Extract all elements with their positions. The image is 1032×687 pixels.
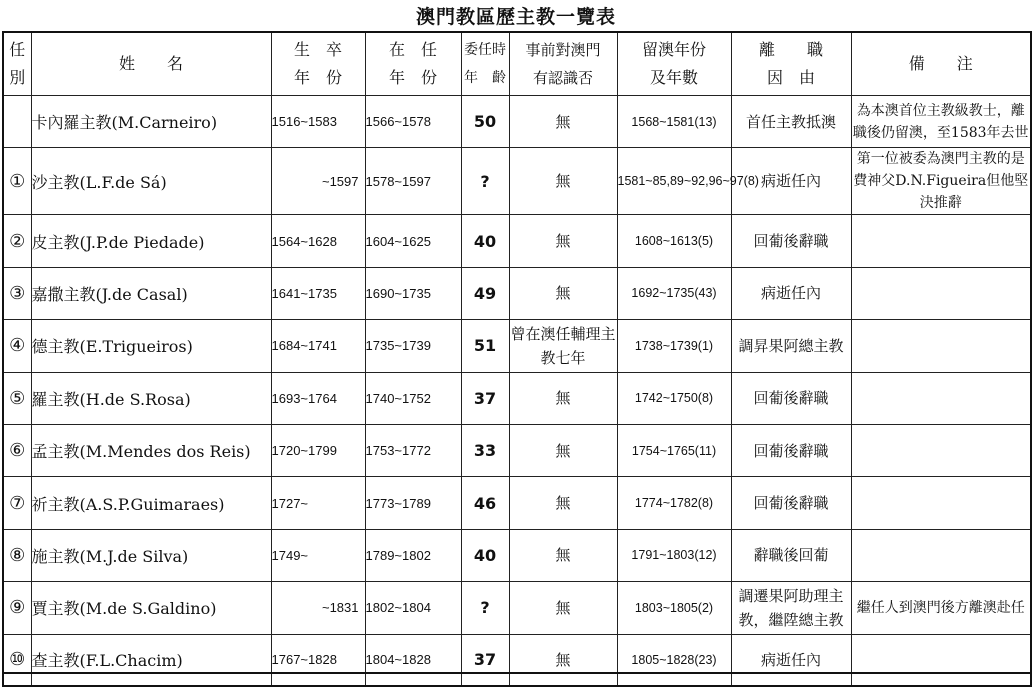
prior-knowledge-cell: 曾在澳任輔理主教七年 (509, 320, 617, 372)
notes-cell: 繼任人到澳門後方離澳赴任 (851, 582, 1031, 634)
term-number-cell: ⑦ (3, 477, 31, 529)
table-row (3, 215, 1031, 267)
tenure-years-cell: 1690~1735 (365, 267, 461, 319)
stay-years-cell: 1581~85,89~92,96~97(8) (617, 148, 731, 215)
stay-years-cell: 1742~1750(8) (617, 372, 731, 424)
departure-reason-cell: 調遷果阿助理主教，繼陞總主教 (731, 582, 851, 634)
departure-reason-cell: 調昇果阿總主教 (731, 320, 851, 372)
header-knew: 事前對澳門 有認識否 (509, 32, 617, 96)
life-years-cell: 1564~1628 (271, 215, 365, 267)
bishop-name-cell: 查主教(F.L.Chacim) (31, 634, 271, 686)
tenure-years-cell: 1578~1597 (365, 148, 461, 215)
tenure-years-cell: 1566~1578 (365, 96, 461, 148)
bishop-name-cell: 嘉撒主教(J.de Casal) (31, 267, 271, 319)
bottom-rule (2, 672, 1030, 674)
bishop-name-cell: 祈主教(A.S.P.Guimaraes) (31, 477, 271, 529)
prior-knowledge-cell: 無 (509, 215, 617, 267)
life-years-cell: 1720~1799 (271, 424, 365, 476)
term-number-cell: ② (3, 215, 31, 267)
life-years-cell: 1727~ (271, 477, 365, 529)
bishops-table (2, 31, 1032, 687)
table-row (3, 424, 1031, 476)
stay-years-cell: 1791~1803(12) (617, 529, 731, 581)
tenure-years-cell: 1735~1739 (365, 320, 461, 372)
life-years-cell: 1767~1828 (271, 634, 365, 686)
tenure-years-cell: 1773~1789 (365, 477, 461, 529)
appointment-age-cell: 46 (461, 477, 509, 529)
header-life: 生 卒 年 份 (271, 32, 365, 96)
notes-cell (851, 372, 1031, 424)
prior-knowledge-cell: 無 (509, 267, 617, 319)
departure-reason-cell: 病逝任內 (731, 148, 851, 215)
life-years-cell: 1684~1741 (271, 320, 365, 372)
notes-cell (851, 215, 1031, 267)
life-years-cell: 1516~1583 (271, 96, 365, 148)
table-row (3, 529, 1031, 581)
departure-reason-cell: 辭職後回葡 (731, 529, 851, 581)
notes-cell (851, 424, 1031, 476)
term-number-cell: ⑧ (3, 529, 31, 581)
table-row (3, 372, 1031, 424)
appointment-age-cell: 37 (461, 372, 509, 424)
notes-cell (851, 477, 1031, 529)
table-title: 澳門教區歷主教一覽表 (415, 6, 616, 28)
bishop-name-cell: 沙主教(L.F.de Sá) (31, 148, 271, 215)
notes-cell (851, 267, 1031, 319)
stay-years-cell: 1803~1805(2) (617, 582, 731, 634)
stay-years-cell: 1805~1828(23) (617, 634, 731, 686)
bishop-name-cell: 皮主教(J.P.de Piedade) (31, 215, 271, 267)
departure-reason-cell: 病逝任內 (731, 267, 851, 319)
departure-reason-cell: 回葡後辭職 (731, 477, 851, 529)
appointment-age-cell: ? (461, 582, 509, 634)
stay-years-cell: 1754~1765(11) (617, 424, 731, 476)
appointment-age-cell: 37 (461, 634, 509, 686)
bishop-name-cell: 德主教(E.Trigueiros) (31, 320, 271, 372)
departure-reason-cell: 首任主教抵澳 (731, 96, 851, 148)
term-number-cell: ⑤ (3, 372, 31, 424)
header-notes: 備 注 (851, 32, 1031, 96)
tenure-years-cell: 1753~1772 (365, 424, 461, 476)
stay-years-cell: 1608~1613(5) (617, 215, 731, 267)
notes-cell (851, 634, 1031, 686)
prior-knowledge-cell: 無 (509, 96, 617, 148)
stay-years-cell: 1692~1735(43) (617, 267, 731, 319)
life-years-cell: 1693~1764 (271, 372, 365, 424)
prior-knowledge-cell: 無 (509, 477, 617, 529)
life-years-cell: ~1597 (271, 148, 365, 215)
term-number-cell: ⑨ (3, 582, 31, 634)
prior-knowledge-cell: 無 (509, 582, 617, 634)
appointment-age-cell: 40 (461, 529, 509, 581)
stay-years-cell: 1738~1739(1) (617, 320, 731, 372)
header-row (3, 32, 1031, 96)
departure-reason-cell: 回葡後辭職 (731, 215, 851, 267)
stay-years-cell: 1774~1782(8) (617, 477, 731, 529)
bishop-name-cell: 羅主教(H.de S.Rosa) (31, 372, 271, 424)
life-years-cell: ~1831 (271, 582, 365, 634)
notes-cell: 為本澳首位主教級教士，離職後仍留澳，至1583年去世 (851, 96, 1031, 148)
prior-knowledge-cell: 無 (509, 372, 617, 424)
appointment-age-cell: 51 (461, 320, 509, 372)
table-row (3, 320, 1031, 372)
appointment-age-cell: 50 (461, 96, 509, 148)
prior-knowledge-cell: 無 (509, 424, 617, 476)
tenure-years-cell: 1740~1752 (365, 372, 461, 424)
bishop-name-cell: 賈主教(M.de S.Galdino) (31, 582, 271, 634)
header-stay: 留澳年份 及年數 (617, 32, 731, 96)
table-row (3, 634, 1031, 686)
header-name: 姓 名 (31, 32, 271, 96)
table-row (3, 148, 1031, 215)
header-reason: 離 職 因 由 (731, 32, 851, 96)
bishop-name-cell: 卡內羅主教(M.Carneiro) (31, 96, 271, 148)
prior-knowledge-cell: 無 (509, 634, 617, 686)
notes-cell (851, 320, 1031, 372)
term-number-cell (3, 96, 31, 148)
table-row (3, 96, 1031, 148)
term-number-cell: ⑩ (3, 634, 31, 686)
tenure-years-cell: 1789~1802 (365, 529, 461, 581)
tenure-years-cell: 1802~1804 (365, 582, 461, 634)
term-number-cell: ③ (3, 267, 31, 319)
stay-years-cell: 1568~1581(13) (617, 96, 731, 148)
appointment-age-cell: 49 (461, 267, 509, 319)
table-row (3, 582, 1031, 634)
appointment-age-cell: 33 (461, 424, 509, 476)
appointment-age-cell: ? (461, 148, 509, 215)
header-term-no: 任 別 (3, 32, 31, 96)
departure-reason-cell: 回葡後辭職 (731, 424, 851, 476)
header-age: 委任時 年 齡 (461, 32, 509, 96)
notes-cell (851, 529, 1031, 581)
tenure-years-cell: 1604~1625 (365, 215, 461, 267)
term-number-cell: ⑥ (3, 424, 31, 476)
bishop-name-cell: 施主教(M.J.de Silva) (31, 529, 271, 581)
table-row (3, 267, 1031, 319)
appointment-age-cell: 40 (461, 215, 509, 267)
prior-knowledge-cell: 無 (509, 148, 617, 215)
term-number-cell: ④ (3, 320, 31, 372)
departure-reason-cell: 病逝任內 (731, 634, 851, 686)
term-number-cell: ① (3, 148, 31, 215)
table-row (3, 477, 1031, 529)
prior-knowledge-cell: 無 (509, 529, 617, 581)
life-years-cell: 1641~1735 (271, 267, 365, 319)
life-years-cell: 1749~ (271, 529, 365, 581)
header-tenure: 在 任 年 份 (365, 32, 461, 96)
notes-cell: 第一位被委為澳門主教的是費神父D.N.Figueira但他堅決推辭 (851, 148, 1031, 215)
tenure-years-cell: 1804~1828 (365, 634, 461, 686)
bishop-name-cell: 孟主教(M.Mendes dos Reis) (31, 424, 271, 476)
departure-reason-cell: 回葡後辭職 (731, 372, 851, 424)
